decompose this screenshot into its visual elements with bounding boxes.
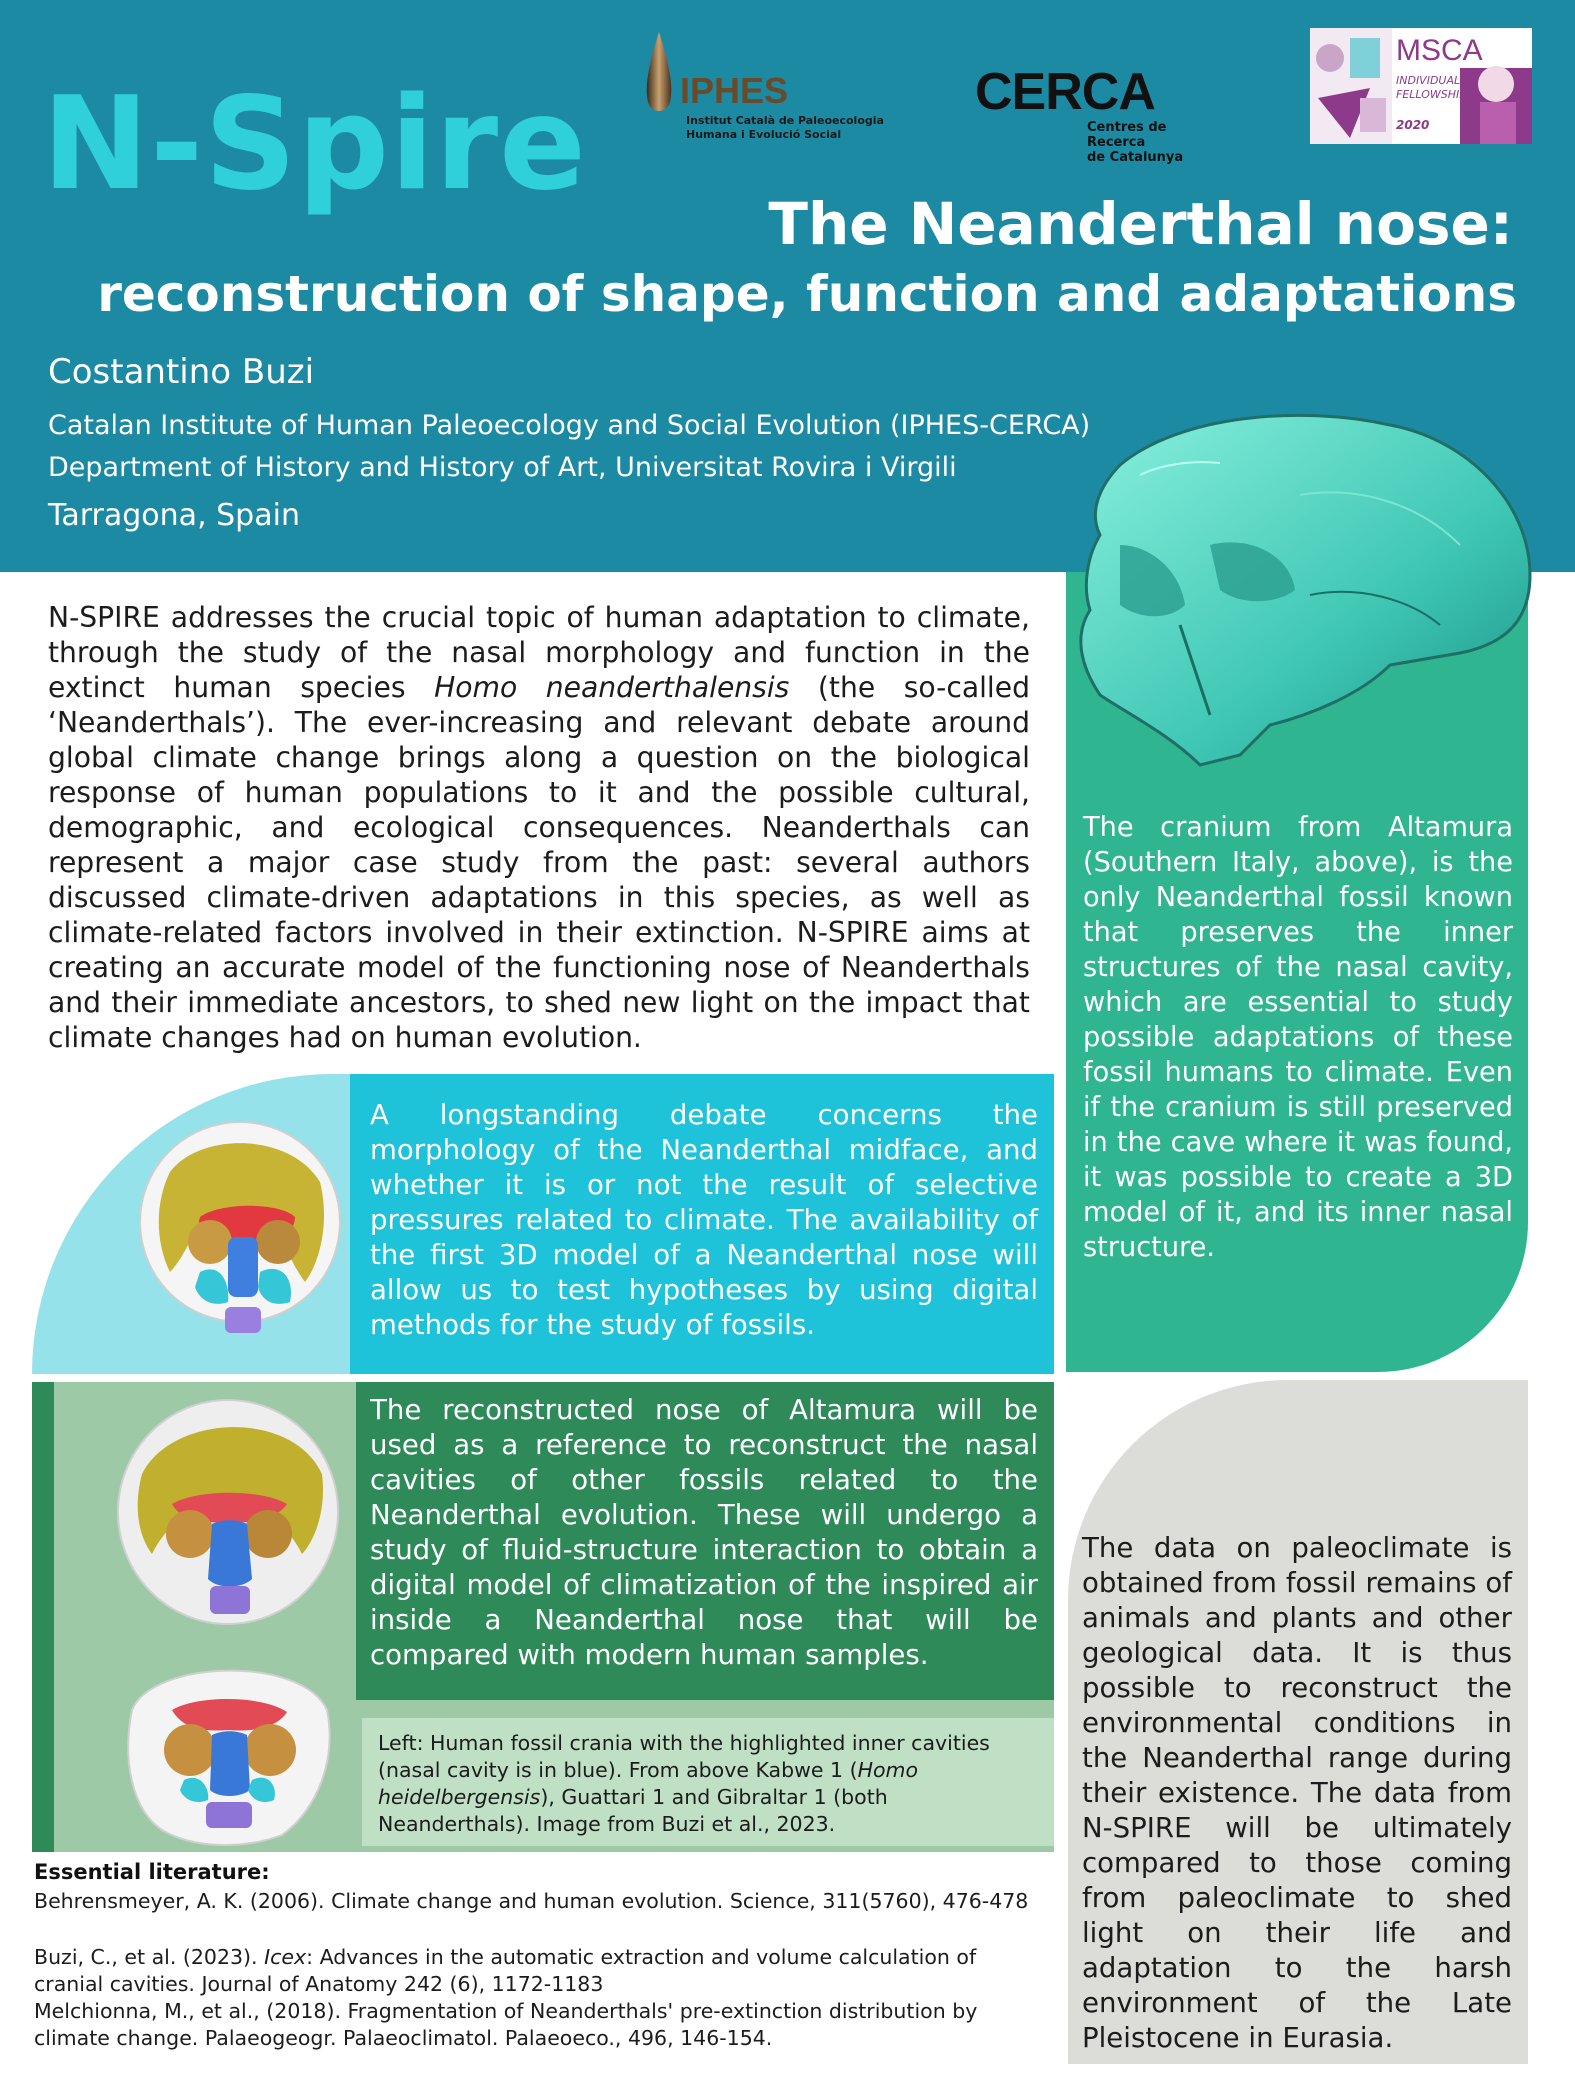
- literature-ref-3: Melchionna, M., et al., (2018). Fragmentation of Neanderthals' pre-extinction distribution by climate change. Palaeogeogr. Palaeoclimatol. Palaeoeco., 496, 146-154.: [34, 1999, 978, 2050]
- literature-heading: Essential literature:: [34, 1860, 270, 1884]
- intro-species: Homo neanderthalensis: [434, 671, 790, 704]
- literature-ref-1: Behrensmeyer, A. K. (2006). Climate change and human evolution. Science, 311(5760), 476-478: [34, 1889, 1029, 1913]
- iphes-logo-subtitle: Institut Català de Paleoecologia Humana i Evolució Social: [686, 114, 884, 141]
- figure-caption: [378, 1730, 1040, 1838]
- altamura-skull-model: [1060, 395, 1540, 775]
- ref-2-authors: Buzi, C., et al. (2023).: [34, 1945, 265, 1969]
- guattari-skull-image: [112, 1394, 344, 1634]
- ref-2-title-italic: Icex: [264, 1945, 307, 1969]
- msca-logo-year: 2020: [1396, 118, 1430, 132]
- affiliation-department: Department of History and History of Art, Universitat Rovira i Virgili: [48, 452, 957, 483]
- iphes-logo-name: IPHES: [680, 70, 789, 111]
- cerca-logo-subtitle: Centres de Recerca de Catalunya: [1087, 120, 1184, 165]
- ref-2-rest: : Advances in the automatic extraction and volume calculation of cranial cavities. Journal of Anatomy 242 (6), 1172-1183: [34, 1945, 977, 1996]
- affiliation-institute: Catalan Institute of Human Paleoecology and Social Evolution (IPHES-CERCA): [48, 410, 1091, 441]
- poster-subtitle: reconstruction of shape, function and adaptations: [97, 265, 1517, 323]
- affiliation-location: Tarragona, Spain: [48, 498, 300, 533]
- poster-title: The Neanderthal nose:: [768, 190, 1513, 258]
- author-name: Costantino Buzi: [48, 352, 315, 392]
- midface-text: A longstanding debate concerns the morphology of the Neanderthal midface, and whether it is or not the result of selective pressures related to climate. The availability of the first 3D model of a Neanderthal nose will allow us to test hypotheses by using digital methods for the study of fossils.: [370, 1098, 1038, 1341]
- kabwe-skull-image: [130, 1112, 350, 1352]
- msca-logo: [1310, 28, 1532, 144]
- caption-text-a: Left: Human fossil crania with the highlighted inner cavities (nasal cavity is in blue). From above Kabwe 1 (: [378, 1731, 990, 1782]
- msca-logo-title: MSCA: [1396, 34, 1483, 67]
- caption-text-b: ), Guattari 1 and Gibraltar 1 (both Neanderthals). Image from Buzi et al., 2023.: [378, 1785, 888, 1836]
- gibraltar-skull-image: [112, 1650, 344, 1850]
- reconstruction-stripe: [32, 1382, 54, 1852]
- intro-text-a: N-SPIRE addresses the crucial topic of human adaptation to climate, through the study of the nasal morphology and function in the extinct human species: [48, 601, 1030, 704]
- paleoclimate-text: The data on paleoclimate is obtained from fossil remains of animals and plants and other geological data. It is thus possible to reconstruct the environmental conditions in the Neanderthal range during their existence. The data from N-SPIRE will be ultimately compared to those coming from paleoclimate to shed light on their life and adaptation to the harsh environment of the Late Pleistocene in Eurasia.: [1082, 1531, 1512, 2054]
- project-brand: N-Spire: [42, 70, 587, 219]
- altamura-text: The cranium from Altamura (Southern Italy, above), is the only Neanderthal fossil known that preserves the inner structures of the nasal cavity, which are essential to study possible adaptations of these fossil humans to climate. Even if the cranium is still preserved in the cave where it was found, it was possible to create a 3D model of it, and its inner nasal structure.: [1083, 812, 1513, 1263]
- cerca-logo-name: CERCA: [975, 63, 1155, 121]
- intro-paragraph: [48, 600, 1030, 1055]
- cerca-logo: [975, 62, 1215, 165]
- literature-ref-2: [34, 1944, 1044, 1998]
- msca-logo-subtitle: INDIVIDUAL FELLOWSHIPS: [1396, 74, 1473, 101]
- iphes-drop-icon: [640, 30, 678, 120]
- caption-species: Homo heidelbergensis: [378, 1758, 919, 1809]
- intro-text-b: (the so-called ‘Neanderthals’). The ever-increasing and relevant debate around global climate change brings along a question on the biological response of human populations to it and the possible cultural, demographic, and ecological consequences. Neanderthals can represent a major case study from the past: several authors discussed climate-driven adaptations in this species, as well as climate-related factors involved in their extinction. N-SPIRE aims at creating an accurate model of the functioning nose of Neanderthals and their immediate ancestors, to shed new light on the impact that climate changes had on human evolution.: [48, 671, 1030, 1054]
- reconstruction-text: The reconstructed nose of Altamura will be used as a reference to reconstruct the nasal cavities of other fossils related to the Neanderthal evolution. These will undergo a study of fluid-structure interaction to obtain a digital model of climatization of the inspired air inside a Neanderthal nose that will be compared with modern human samples.: [370, 1393, 1038, 1671]
- iphes-logo: [640, 30, 890, 148]
